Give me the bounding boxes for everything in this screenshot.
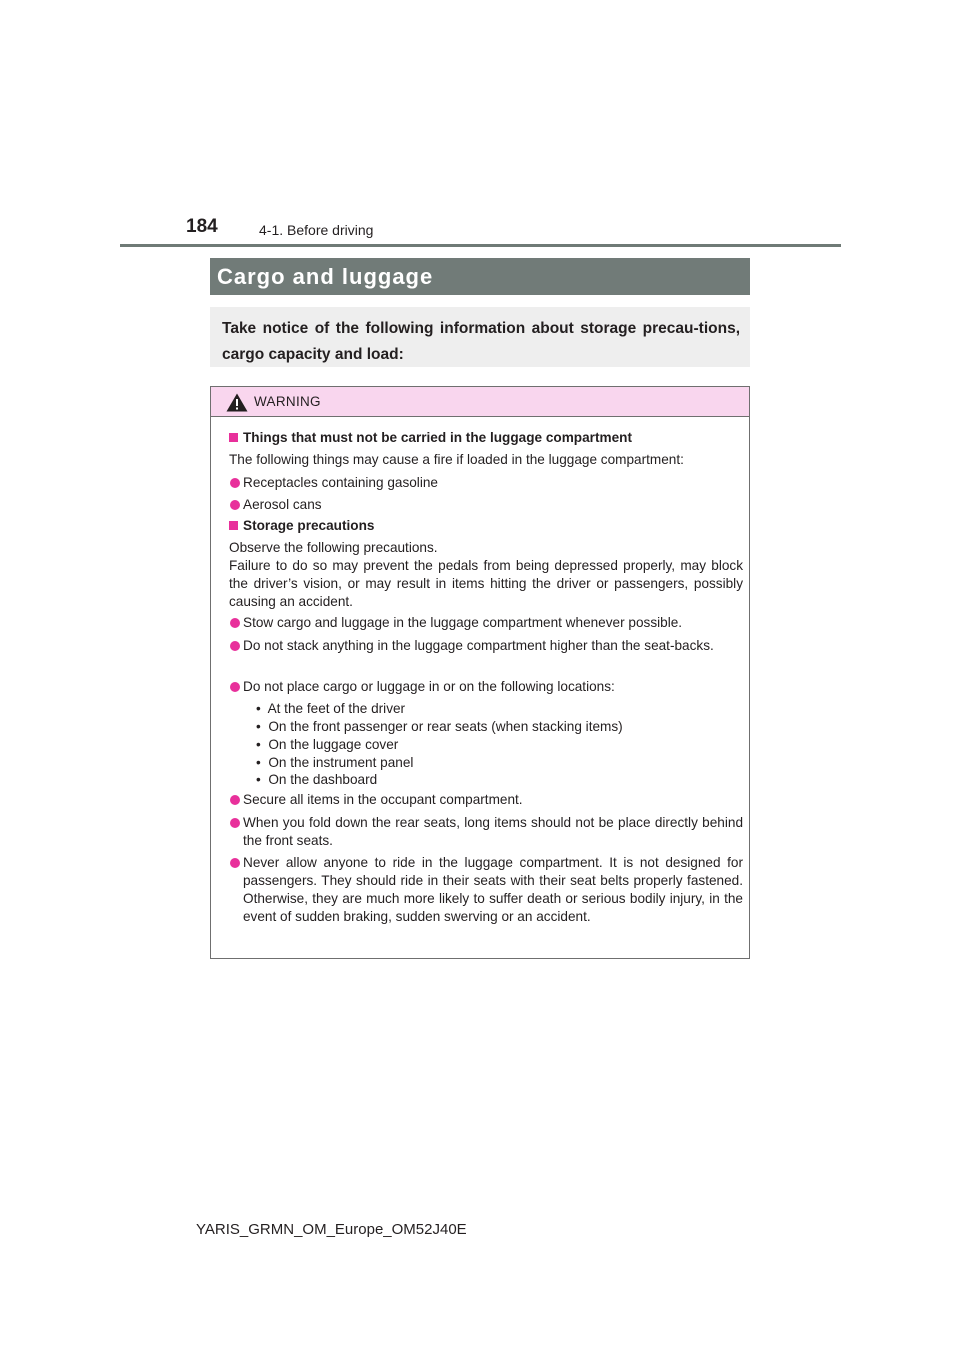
- list-item-text: Stow cargo and luggage in the luggage compartment whenever possible.: [243, 615, 683, 630]
- circle-bullet-icon: [230, 818, 240, 828]
- square-bullet-icon: [229, 521, 238, 530]
- intro-box: [210, 307, 750, 367]
- warning-box: [210, 386, 750, 959]
- list-item: [229, 614, 743, 632]
- warning-triangle-icon: [226, 393, 248, 412]
- paragraph: The following things may cause a fire if loaded in the luggage compartment:: [229, 452, 684, 467]
- location-item: • On the instrument panel: [256, 755, 414, 770]
- circle-bullet-icon: [230, 618, 240, 628]
- header-rule: [120, 244, 841, 247]
- circle-bullet-icon: [230, 858, 240, 868]
- paragraph: Observe the following precautions.: [229, 540, 438, 555]
- warning-heading-storage-precautions: [229, 518, 374, 533]
- list-item-text: Do not place cargo or luggage in or on the following locations:: [243, 679, 615, 694]
- location-text: On the dashboard: [268, 772, 378, 787]
- location-text: On the instrument panel: [268, 755, 414, 770]
- list-item-text: Never allow anyone to ride in the luggage compartment. It is not designed for passengers. They should ride in their seats with their seat belts properly fastened. Otherwise, they are much more likely to suffer death or serious bodily injury, in the event of sudden braking, sudden swerving or an accident.: [243, 855, 743, 924]
- section-title: Cargo and luggage: [217, 263, 434, 289]
- warning-header: [211, 387, 749, 417]
- location-text: On the luggage cover: [268, 737, 399, 752]
- list-item: [229, 474, 743, 492]
- list-item: [229, 637, 743, 655]
- circle-bullet-icon: [230, 500, 240, 510]
- warning-heading-prohibited-items: [229, 430, 632, 445]
- location-text: At the feet of the driver: [267, 701, 406, 716]
- section-reference: 4-1. Before driving: [259, 222, 374, 238]
- list-item: [229, 496, 743, 514]
- circle-bullet-icon: [230, 682, 240, 692]
- heading-text: Things that must not be carried in the luggage compartment: [243, 430, 632, 445]
- location-text: On the front passenger or rear seats (when stacking items): [268, 719, 623, 734]
- circle-bullet-icon: [230, 478, 240, 488]
- heading-text: Storage precautions: [243, 518, 375, 533]
- list-item: [229, 854, 743, 926]
- square-bullet-icon: [229, 433, 238, 442]
- list-item-text: Receptacles containing gasoline: [243, 475, 438, 490]
- list-item-text: When you fold down the rear seats, long items should not be place directly behind the front seats.: [243, 815, 743, 848]
- section-title-bar: [210, 258, 750, 295]
- list-item: [229, 814, 743, 850]
- list-item: [229, 791, 743, 809]
- location-item: • On the front passenger or rear seats (when stacking items): [256, 719, 623, 734]
- list-item: [229, 678, 743, 696]
- location-item: • On the luggage cover: [256, 737, 399, 752]
- location-item: • At the feet of the driver: [256, 701, 406, 716]
- intro-text: Take notice of the following information about storage precau-tions, cargo capacity and load:: [222, 320, 740, 363]
- list-item-text: Secure all items in the occupant compartment.: [243, 792, 523, 807]
- page-number: 184: [186, 216, 218, 237]
- warning-label: WARNING: [254, 394, 321, 409]
- document-code: YARIS_GRMN_OM_Europe_OM52J40E: [196, 1221, 467, 1238]
- list-item-text: Aerosol cans: [243, 497, 322, 512]
- circle-bullet-icon: [230, 641, 240, 651]
- location-item: • On the dashboard: [256, 772, 378, 787]
- list-item-text: Do not stack anything in the luggage compartment higher than the seat-backs.: [243, 638, 714, 653]
- paragraph: Failure to do so may prevent the pedals from being depressed properly, may block the driver’s vision, or may result in items hitting the driver or passengers, possibly causing an accident.: [229, 558, 743, 609]
- circle-bullet-icon: [230, 795, 240, 805]
